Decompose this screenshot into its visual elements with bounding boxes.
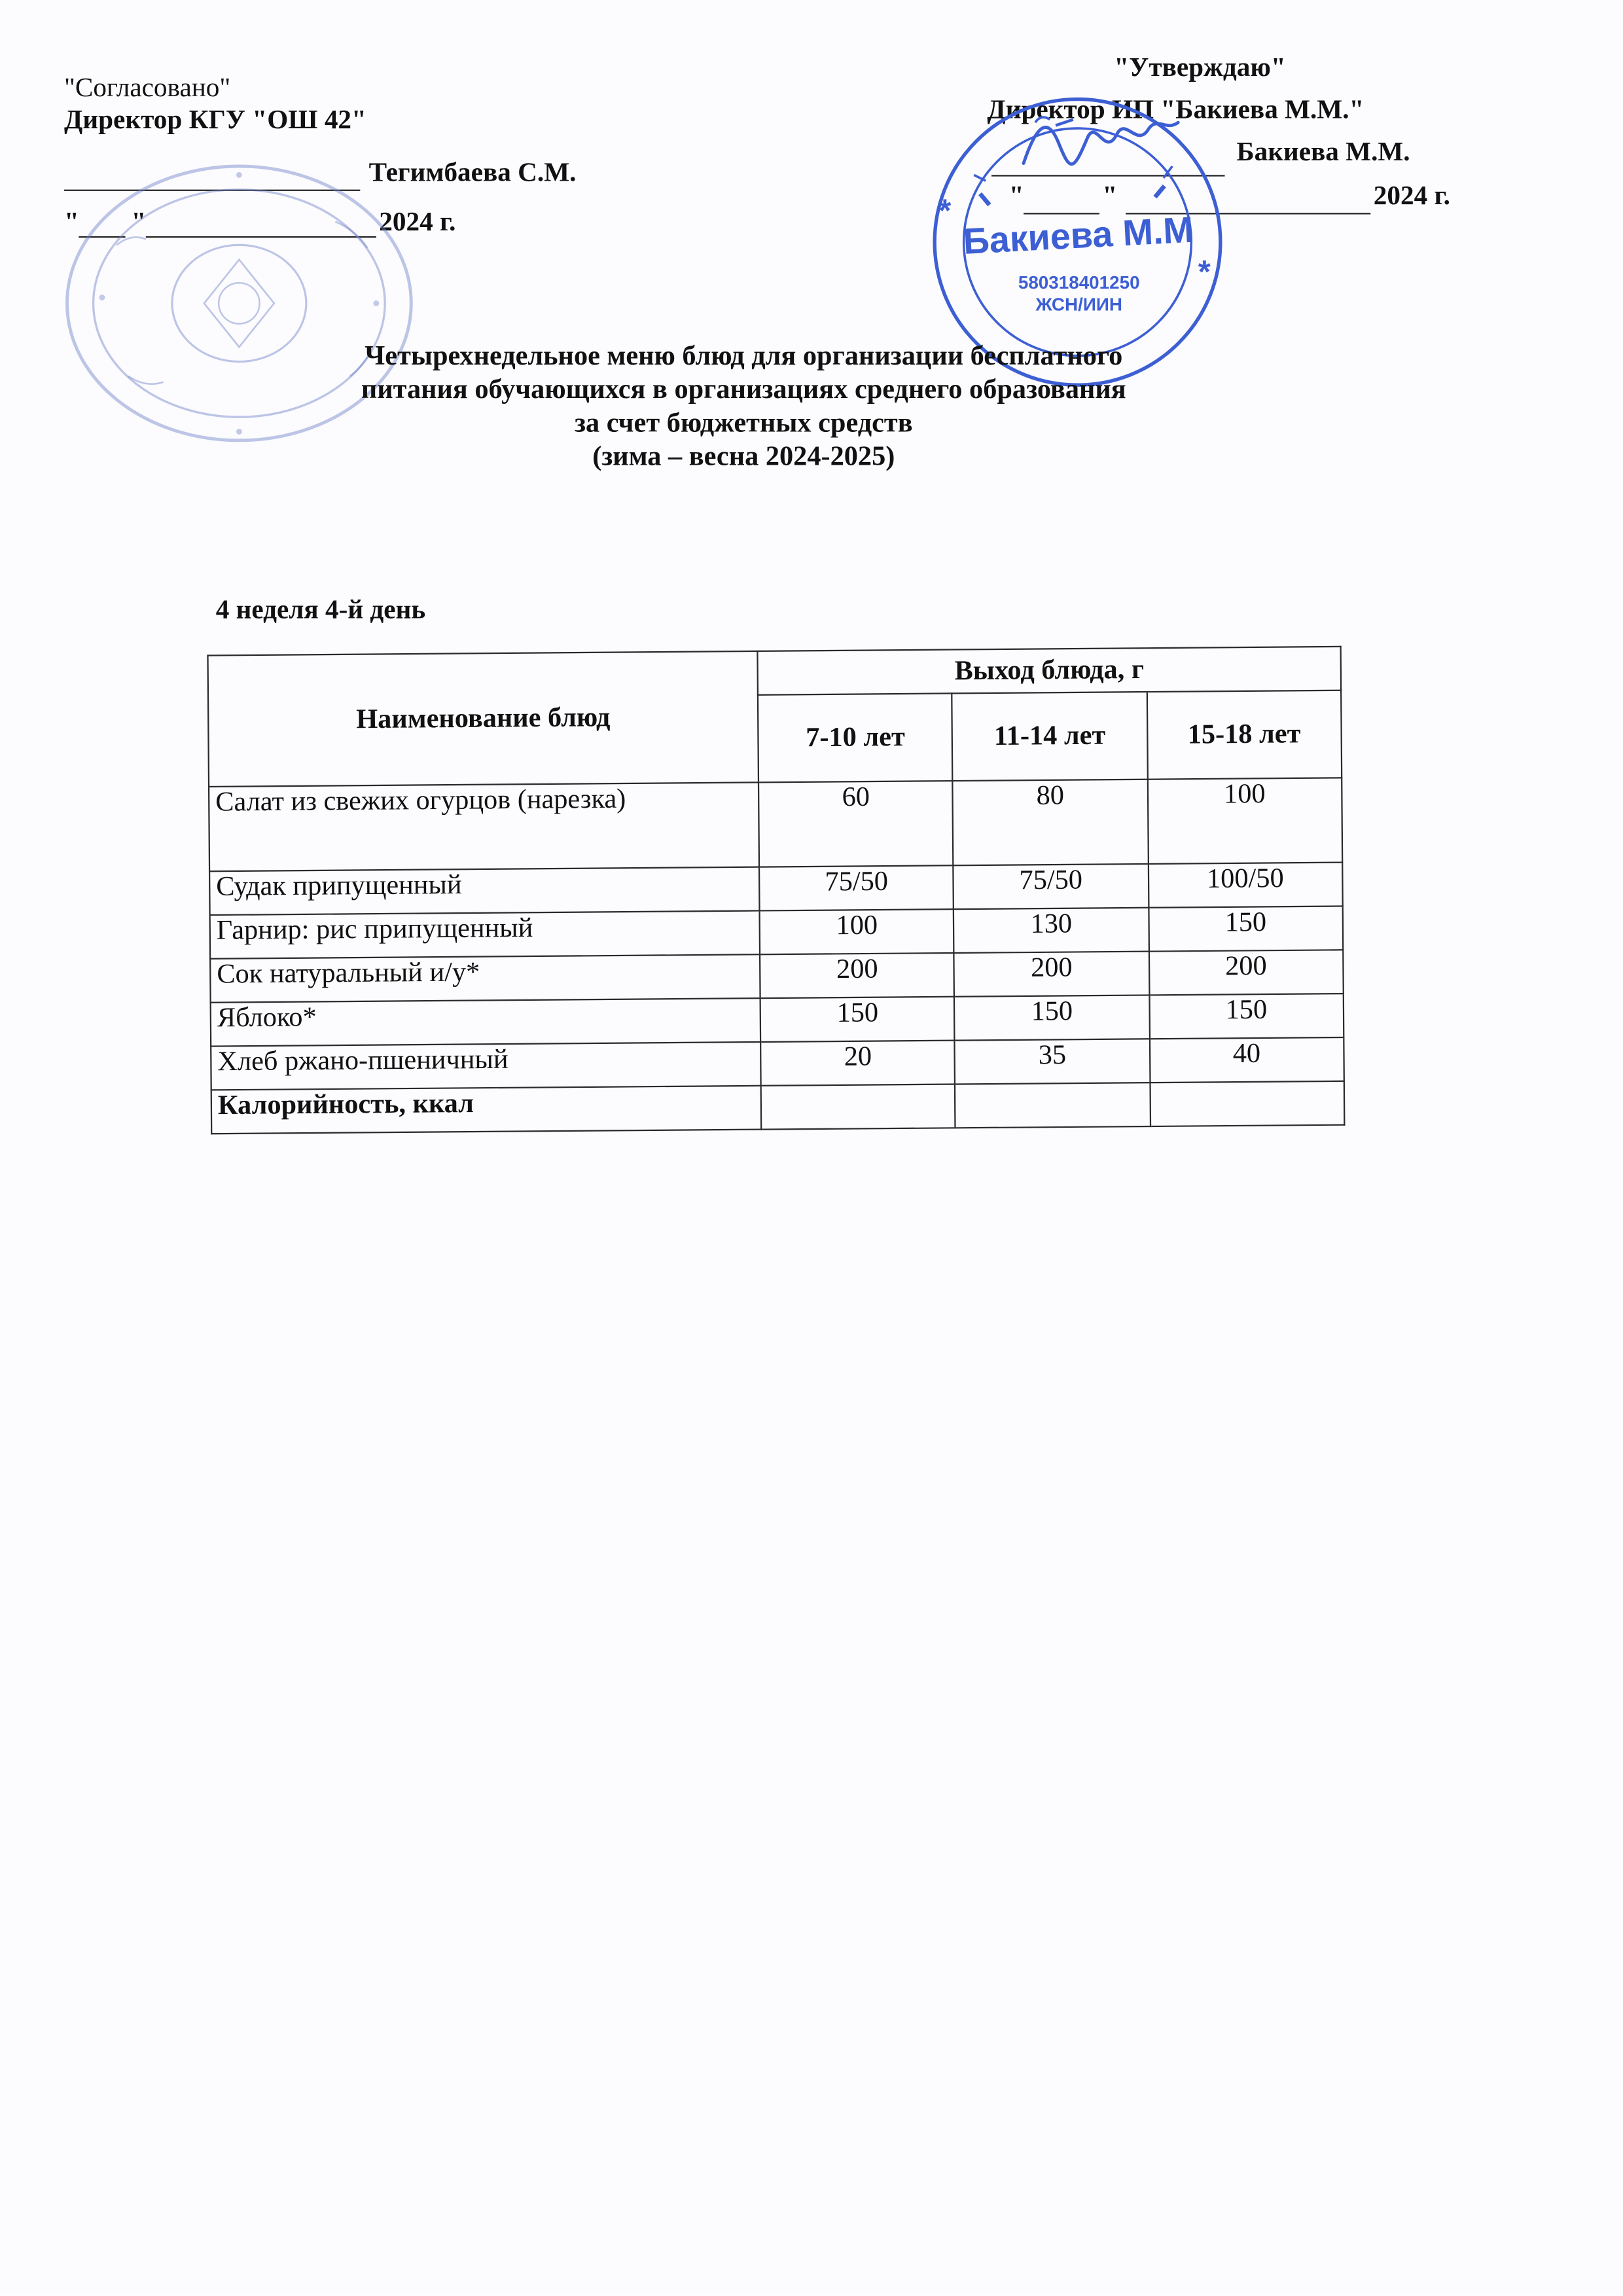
total-label: Калорийность, ккал: [211, 1086, 762, 1134]
dish-value: 75/50: [759, 865, 954, 910]
age-header-7-10: 7-10 лет: [758, 693, 953, 782]
left-year: 2024 г.: [379, 208, 456, 238]
dish-value: 130: [954, 908, 1149, 953]
left-date-quote-open: ": [64, 208, 79, 238]
dish-value: 100: [1147, 778, 1342, 864]
dish-value: 150: [760, 997, 955, 1042]
dish-value: 75/50: [954, 864, 1149, 909]
menu-table: [207, 646, 1345, 1135]
left-date-quote-close: ": [131, 208, 147, 238]
stamp-name: Бакиева М.М: [962, 209, 1195, 262]
dish-value: 150: [1149, 906, 1344, 951]
right-year: 2024 г.: [1373, 182, 1450, 212]
dish-value: 200: [760, 953, 955, 998]
dish-value: 150: [1149, 994, 1344, 1039]
week-day-label: 4 неделя 4-й день: [215, 596, 426, 626]
title-line-2: питания обучающихся в организациях среднего образования: [361, 374, 1126, 406]
right-date-quote-close: ": [1102, 182, 1118, 212]
dish-value: 100: [760, 909, 955, 954]
total-value: [1150, 1081, 1345, 1126]
total-row: [211, 1081, 1345, 1134]
dish-name: Хлеб ржано-пшеничный: [211, 1042, 761, 1090]
age-header-11-14: 11-14 лет: [952, 692, 1147, 781]
dish-value: 80: [953, 780, 1148, 866]
dish-value: 60: [758, 781, 954, 867]
table-row: [209, 778, 1342, 871]
dish-value: 100/50: [1148, 863, 1343, 908]
total-value: [761, 1084, 956, 1129]
dish-name: Яблоко*: [211, 998, 761, 1046]
age-header-15-18: 15-18 лет: [1147, 691, 1342, 780]
dish-name: Гарнир: рис припущенный: [210, 910, 760, 958]
dish-name-header: Наименование блюд: [207, 651, 758, 787]
svg-text:*: *: [1198, 255, 1211, 291]
stamp-code: ЖСН/ИИН: [1035, 294, 1122, 315]
title-line-1: Четырехнедельное меню блюд для организации бесплатного: [365, 341, 1123, 372]
dish-value: 200: [954, 952, 1149, 997]
left-director-position: Директор КГУ "ОШ 42": [64, 106, 366, 136]
dish-value: 20: [760, 1041, 955, 1086]
right-director-position: Директор ИП "Бакиева М.М.": [987, 96, 1364, 126]
signature-right: [1015, 99, 1190, 187]
left-director-name: Тегимбаева С.М.: [368, 158, 577, 188]
dish-value: 40: [1149, 1037, 1344, 1083]
dish-name: Судак припущенный: [209, 867, 760, 915]
right-director-name: Бакиева М.М.: [1236, 138, 1410, 168]
agreed-label: "Согласовано": [64, 74, 231, 104]
dish-value: 35: [955, 1039, 1150, 1084]
dish-value: 200: [1149, 950, 1344, 995]
dish-value: 150: [955, 995, 1150, 1040]
dish-name: Сок натуральный и/у*: [210, 954, 760, 1002]
stamp-number: 580318401250: [1018, 272, 1140, 293]
document-title: [204, 340, 1283, 474]
approve-label: "Утверждаю": [1114, 54, 1286, 83]
total-value: [955, 1083, 1150, 1128]
dish-name: Салат из свежих огурцов (нарезка): [209, 782, 759, 871]
right-date-quote-open: ": [1008, 182, 1024, 212]
svg-text:*: *: [938, 193, 952, 229]
yield-header: Выход блюда, г: [757, 647, 1341, 695]
title-line-4: (зима – весна 2024-2025): [592, 442, 895, 473]
title-line-3: за счет бюджетных средств: [574, 408, 913, 439]
